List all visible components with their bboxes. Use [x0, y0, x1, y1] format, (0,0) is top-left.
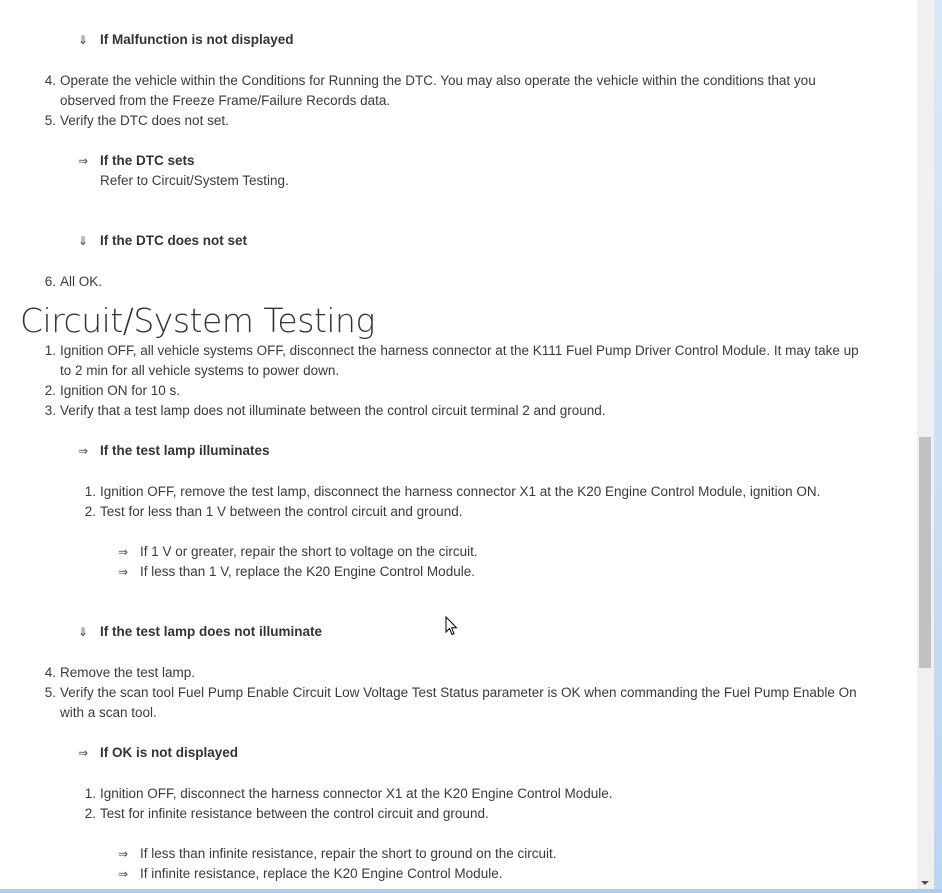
double-down-arrow-icon: ⇓ [77, 33, 89, 47]
section-heading: Circuit/System Testing [20, 301, 375, 340]
branch-lamp-illuminates: ⇒ If the test lamp illuminates [0, 441, 915, 461]
double-right-arrow-icon: ⇒ [77, 746, 89, 760]
list-item: 4. Operate the vehicle within the Conditions for Running the DTC. You may also operate the vehicle within the conditions that you [44, 73, 816, 88]
branch-ok-not-displayed: ⇒ If OK is not displayed [0, 743, 915, 763]
list-item: 5. Verify the scan tool Fuel Pump Enable Circuit Low Voltage Test Status parameter is OK when commanding the Fuel Pump Enable On [44, 685, 857, 700]
list-item: 5. Verify the DTC does not set. [44, 113, 229, 128]
branch-dtc-sets: ⇒ If the DTC sets [0, 151, 915, 171]
double-down-arrow-icon: ⇓ [77, 234, 89, 248]
reference-link[interactable]: Refer to Circuit/System Testing. [100, 173, 289, 188]
double-right-arrow-icon: ⇒ [77, 154, 89, 168]
window-frame-bottom [0, 889, 942, 893]
sub-list-item: 1. Ignition OFF, remove the test lamp, disconnect the harness connector X1 at the K20 Engine Control Module, ignition ON. [84, 484, 821, 499]
double-right-arrow-icon: ⇒ [117, 867, 129, 881]
document-content [0, 30, 915, 884]
list-item-cont: observed from the Freeze Frame/Failure Records data. [60, 93, 391, 108]
double-right-arrow-icon: ⇒ [117, 847, 129, 861]
scroll-down-arrow-icon[interactable] [921, 881, 929, 885]
scrollbar-thumb[interactable] [919, 437, 931, 668]
list-item: 6. All OK. [44, 274, 103, 289]
sub-list-item: 2. Test for infinite resistance between the control circuit and ground. [84, 806, 489, 821]
double-down-arrow-icon: ⇓ [77, 625, 89, 639]
result-item: ⇒ If infinite resistance, replace the K20 Engine Control Module. [0, 864, 915, 884]
branch-malfunction-not-displayed: ⇓ If Malfunction is not displayed [0, 30, 915, 50]
mouse-pointer-icon [445, 616, 459, 637]
double-right-arrow-icon: ⇒ [117, 565, 129, 579]
result-item: ⇒ If less than 1 V, replace the K20 Engine Control Module. [0, 562, 915, 582]
list-item: 2. Ignition ON for 10 s. [44, 383, 181, 398]
sub-list-item: 2. Test for less than 1 V between the control circuit and ground. [84, 504, 463, 519]
result-item: ⇒ If 1 V or greater, repair the short to voltage on the circuit. [0, 542, 915, 562]
list-item: 4. Remove the test lamp. [44, 665, 196, 680]
result-item: ⇒ If less than infinite resistance, repair the short to ground on the circuit. [0, 844, 915, 864]
list-item: 1. Ignition OFF, all vehicle systems OFF, disconnect the harness connector at the K111 Fuel Pump Driver Control Module. It may take up [44, 343, 859, 358]
branch-dtc-not-set: ⇓ If the DTC does not set [0, 231, 915, 251]
vertical-scrollbar[interactable] [917, 0, 934, 889]
double-right-arrow-icon: ⇒ [117, 545, 129, 559]
list-item-cont: with a scan tool. [60, 705, 157, 720]
list-item: 3. Verify that a test lamp does not illuminate between the control circuit terminal 2 and ground. [44, 403, 606, 418]
window-frame-right [934, 0, 942, 893]
branch-lamp-not-illuminate: ⇓ If the test lamp does not illuminate [0, 622, 915, 642]
sub-list-item: 1. Ignition OFF, disconnect the harness connector X1 at the K20 Engine Control Module. [84, 786, 613, 801]
list-item-cont: to 2 min for all vehicle systems to power down. [60, 363, 340, 378]
double-right-arrow-icon: ⇒ [77, 444, 89, 458]
